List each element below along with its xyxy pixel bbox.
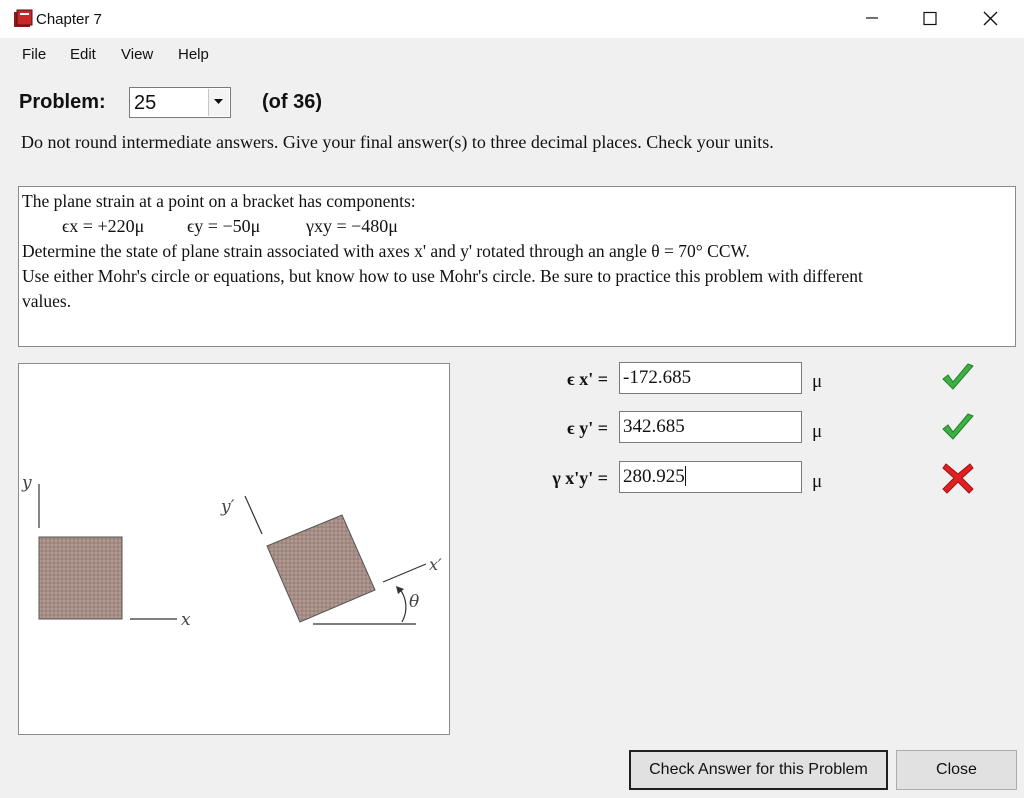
angle-arc (399, 588, 406, 622)
problem-dropdown[interactable] (129, 87, 231, 118)
x-prime-axis-line (383, 564, 426, 582)
minimize-button[interactable] (842, 0, 902, 38)
x-axis-label: x (181, 610, 191, 630)
strain-ex: ϵx = +220μ (62, 216, 145, 236)
maximize-icon (922, 11, 938, 27)
strain-element-figure (18, 363, 450, 735)
problem-dropdown-value: 25 (134, 92, 157, 114)
figure-drawing (19, 364, 449, 734)
title-bar (0, 0, 1024, 38)
ex-prime-input[interactable]: -172.685 (619, 362, 802, 394)
problem-line-method: Use either Mohr's circle or equations, but know how to use Mohr's circle. Be sure to practice this problem with different (22, 266, 863, 286)
check-answer-button[interactable]: Check Answer for this Problem (629, 750, 888, 790)
rotated-element (267, 515, 375, 622)
book-icon (12, 9, 34, 29)
problem-line-values: values. (22, 291, 72, 311)
y-prime-axis-line (245, 496, 262, 534)
incorrect-x-icon (940, 460, 976, 496)
ey-prime-unit: μ (812, 421, 823, 442)
strain-gxy: γxy = −480μ (306, 216, 398, 236)
gxy-prime-unit: μ (812, 471, 823, 492)
strain-ey: ϵy = −50μ (187, 216, 261, 236)
problem-label: Problem: (19, 91, 106, 113)
menu-bar (0, 38, 1024, 72)
chevron-down-icon (214, 99, 224, 105)
menu-file[interactable]: File (22, 46, 47, 63)
ex-prime-label: ϵ x' = (567, 369, 608, 389)
ey-prime-input[interactable]: 342.685 (619, 411, 802, 443)
ex-prime-unit: μ (812, 371, 823, 392)
close-button[interactable]: Close (896, 750, 1017, 790)
y-prime-label: y′ (221, 497, 235, 517)
menu-help[interactable]: Help (178, 46, 209, 63)
correct-check-icon (940, 360, 976, 396)
problem-count: (of 36) (262, 91, 322, 113)
strain-components (19, 216, 519, 238)
problem-line-task: Determine the state of plane strain associated with axes x' and y' rotated through an angle θ = 70° CCW. (22, 241, 750, 261)
gxy-prime-input[interactable] (619, 461, 802, 493)
dropdown-arrow-button[interactable] (208, 89, 229, 116)
close-window-button[interactable] (960, 0, 1020, 38)
maximize-button[interactable] (900, 0, 960, 38)
window-title: Chapter 7 (36, 11, 102, 28)
gxy-prime-label: γ x'y' = (552, 468, 608, 488)
close-icon (982, 11, 998, 27)
correct-check-icon (940, 410, 976, 446)
original-element (39, 537, 122, 619)
instructions-text: Do not round intermediate answers. Give your final answer(s) to three decimal places. Check your units. (21, 132, 774, 152)
y-axis-label: y (22, 473, 32, 493)
problem-line-intro: The plane strain at a point on a bracket has components: (22, 191, 416, 211)
menu-view[interactable]: View (121, 46, 154, 63)
menu-edit[interactable]: Edit (70, 46, 96, 63)
x-prime-label: x′ (429, 555, 442, 574)
ey-prime-label: ϵ y' = (567, 418, 608, 438)
minimize-icon (864, 11, 880, 27)
problem-statement (18, 186, 1016, 347)
text-caret (685, 466, 686, 486)
gxy-prime-value: 280.925 (623, 466, 685, 487)
theta-label: θ (409, 592, 420, 612)
